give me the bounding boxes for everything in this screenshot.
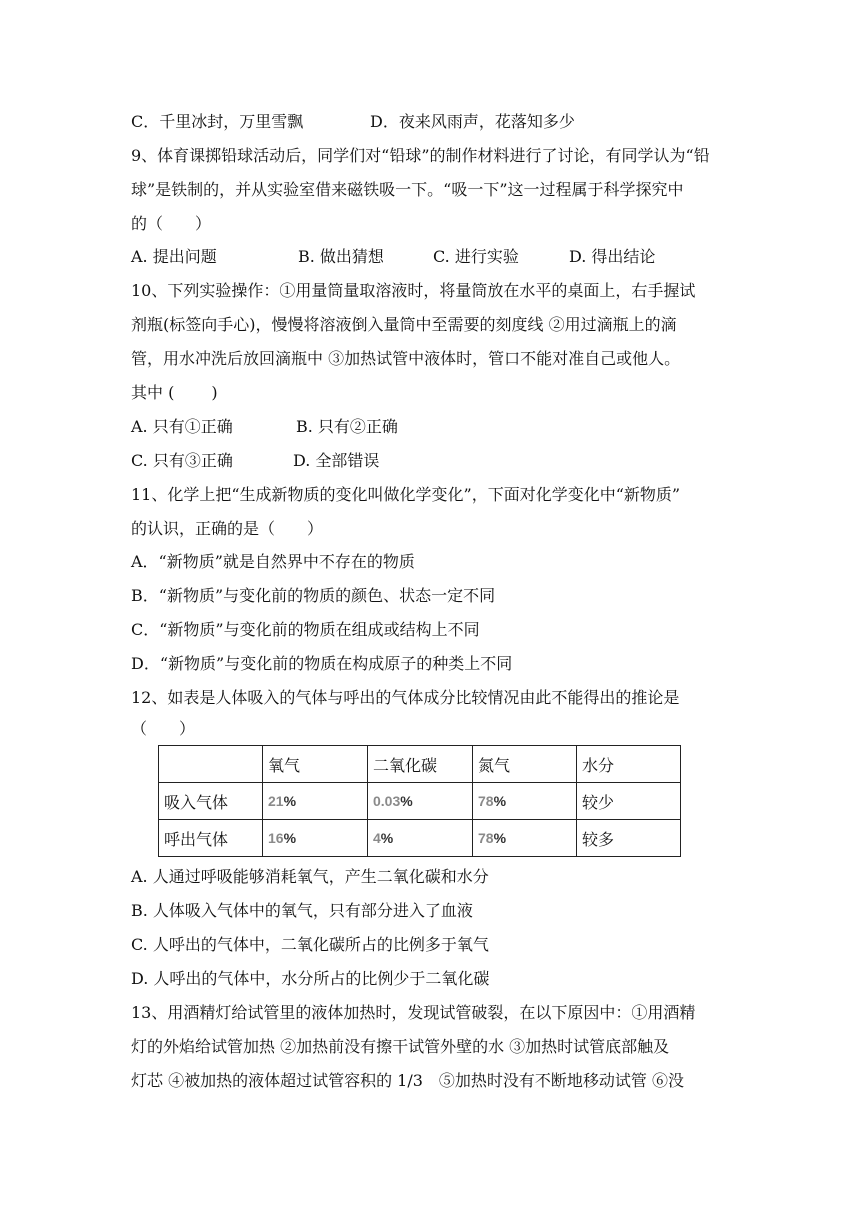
cell-value: 78 [478, 793, 494, 809]
q8-option-c: C．千里冰封，万里雪飘 [131, 112, 304, 131]
percent-sign: % [400, 793, 413, 809]
table-cell: 较少 [577, 783, 681, 820]
q13-line-1: 13、用酒精灯给试管里的液体加热时，发现试管破裂，在以下原因中：①用酒精 [131, 1003, 696, 1022]
q10-line-2: 剂瓶(标签向手心)，慢慢将溶液倒入量筒中至需要的刻度线 ②用过滴瓶上的滴 [131, 315, 677, 334]
q11-option-a: A．“新物质”就是自然界中不存在的物质 [131, 552, 415, 571]
q12-option-b: B. 人体吸入气体中的氧气，只有部分进入了血液 [131, 901, 473, 920]
percent-sign: % [283, 830, 297, 846]
gas-composition-table [158, 745, 681, 857]
table-cell: 较多 [577, 820, 681, 857]
q9-option-a: A. 提出问题 [131, 247, 217, 266]
cell-value: 78 [478, 830, 494, 846]
table-header-cell: 氮气 [473, 746, 577, 783]
table-cell [473, 820, 577, 857]
q9-line-3: 的（ ） [131, 214, 212, 233]
table-header-cell [159, 746, 263, 783]
table-cell [368, 820, 473, 857]
table-cell [473, 783, 577, 820]
q9-line-2: 球”是铁制的，并从实验室借来磁铁吸一下。“吸一下”这一过程属于科学探究中 [131, 180, 684, 199]
q10-line-4: 其中 ( ) [131, 383, 218, 402]
table-row-label: 吸入气体 [159, 783, 263, 820]
q11-line-1: 11、化学上把“生成新物质的变化叫做化学变化”，下面对化学变化中“新物质” [131, 485, 681, 504]
q12-option-d: D. 人呼出的气体中，水分所占的比例少于二氧化碳 [131, 969, 490, 988]
q12-line-2: （ ） [131, 719, 196, 738]
table-cell [263, 820, 368, 857]
q12-option-c: C. 人呼出的气体中，二氧化碳所占的比例多于氧气 [131, 935, 489, 954]
q11-option-b: B．“新物质”与变化前的物质的颜色、状态一定不同 [131, 586, 496, 605]
percent-sign: % [283, 793, 297, 809]
q9-line-1: 9、体育课掷铅球活动后，同学们对“铅球”的制作材料进行了讨论，有同学认为“铅 [131, 146, 710, 165]
percent-sign: % [493, 830, 507, 846]
cell-value: 0.03 [373, 793, 401, 809]
q9-option-c: C. 进行实验 [433, 247, 519, 266]
table-row-label: 呼出气体 [159, 820, 263, 857]
q11-option-c: C．“新物质”与变化前的物质在组成或结构上不同 [131, 620, 480, 639]
q10-option-d: D. 全部错误 [293, 451, 380, 470]
q10-option-a: A. 只有①正确 [131, 417, 233, 436]
q12-line-1: 12、如表是人体吸入的气体与呼出的气体成分比较情况由此不能得出的推论是 [131, 688, 680, 707]
q13-line-3: 灯芯 ④被加热的液体超过试管容积的 1/3 ⑤加热时没有不断地移动试管 ⑥没 [131, 1071, 685, 1090]
q8-option-d: D．夜来风雨声，花落知多少 [370, 112, 575, 131]
q12-option-a: A. 人通过呼吸能够消耗氧气，产生二氧化碳和水分 [131, 867, 489, 886]
q10-line-1: 10、下列实验操作：①用量筒量取溶液时，将量筒放在水平的桌面上，右手握试 [131, 281, 696, 300]
q10-option-b: B. 只有②正确 [296, 417, 398, 436]
q9-option-b: B. 做出猜想 [298, 247, 384, 266]
table-row [159, 783, 681, 820]
cell-value: 16 [268, 830, 284, 846]
table-header-cell: 二氧化碳 [368, 746, 473, 783]
q13-line-2: 灯的外焰给试管加热 ②加热前没有擦干试管外壁的水 ③加热时试管底部触及 [131, 1037, 670, 1056]
q11-option-d: D．“新物质”与变化前的物质在构成原子的种类上不同 [131, 654, 513, 673]
q9-option-d: D. 得出结论 [569, 247, 656, 266]
table-cell [368, 783, 473, 820]
percent-sign: % [493, 793, 507, 809]
table-header-row [159, 746, 681, 783]
q10-option-c: C. 只有③正确 [131, 451, 233, 470]
table-header-cell: 水分 [577, 746, 681, 783]
table-cell [263, 783, 368, 820]
q11-line-2: 的认识，正确的是（ ） [131, 519, 324, 538]
cell-value: 21 [268, 793, 284, 809]
table-row [159, 820, 681, 857]
table-header-cell: 氧气 [263, 746, 368, 783]
cell-value: 4 [373, 830, 381, 846]
q10-line-3: 管，用水冲洗后放回滴瓶中 ③加热试管中液体时，管口不能对准自己或他人。 [131, 349, 681, 368]
percent-sign: % [380, 830, 394, 846]
